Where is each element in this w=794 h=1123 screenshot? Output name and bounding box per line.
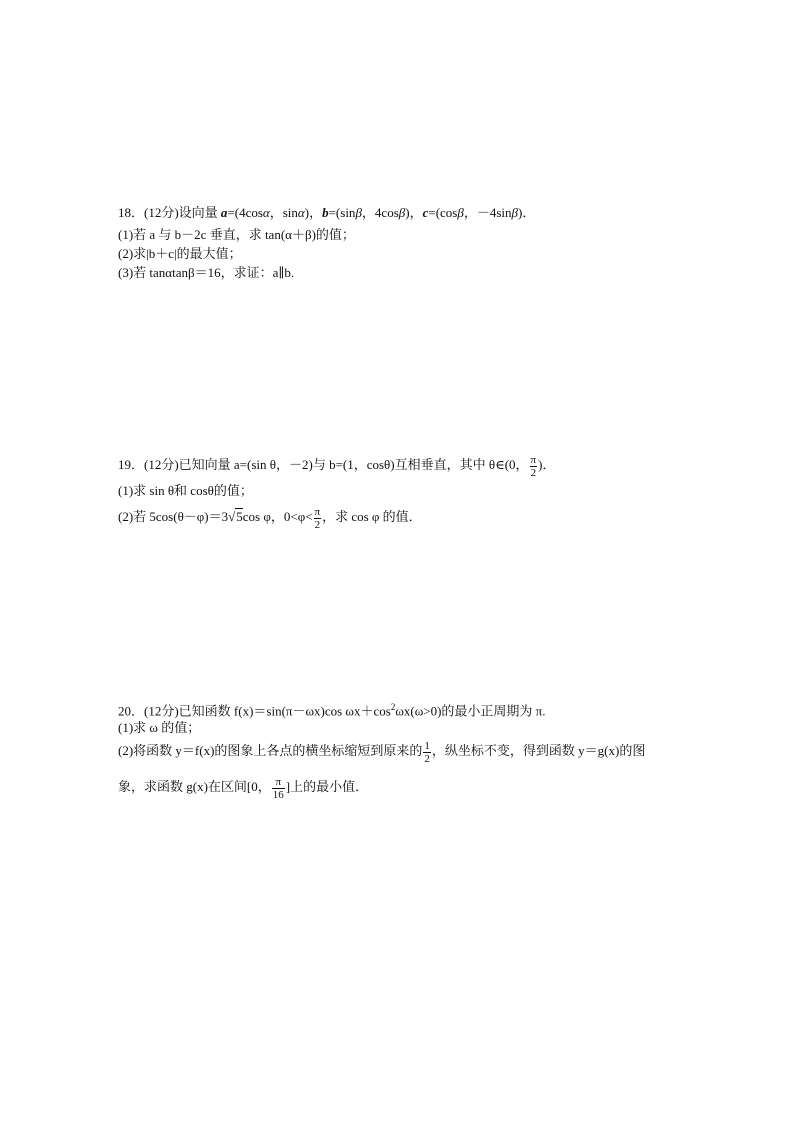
problem-18-part-2: (2)求|b＋c|的最大值； — [118, 246, 242, 261]
problem-20-part-2-line-1 — [118, 738, 645, 765]
text-run: )， — [304, 205, 323, 220]
text-run: =(cos — [428, 205, 458, 220]
fraction-denominator: 2 — [530, 466, 537, 479]
problem-18-part-3: (3)若 tanαtanβ＝16，求证：a∥b. — [118, 265, 295, 280]
fraction-pi-over-2 — [530, 454, 538, 479]
problem-19-part-1: (1)求 sin θ和 cosθ的值； — [118, 483, 253, 498]
text-run: 19．(12分)已知向量 a=(sin θ，－2)与 b=(1，cosθ)互相垂直，其中 θ∈(0， — [118, 457, 529, 472]
symbol-beta: β — [457, 205, 464, 220]
text-run: 18．(12分)设向量 — [118, 205, 221, 220]
fraction-pi-over-2 — [314, 506, 322, 531]
sqrt-radicand: 5 — [236, 509, 243, 524]
problem-18-part-1: (1)若 a 与 b－2c 垂直，求 tan(α＋β)的值； — [118, 227, 355, 242]
text-run: =(sin — [328, 205, 356, 220]
text-run: ，sin — [269, 205, 298, 220]
superscript: 2 — [390, 702, 396, 712]
text-run: ωx(ω>0)的最小正周期为 π. — [395, 703, 546, 719]
symbol-beta: β — [355, 205, 362, 220]
problem-19-stem — [118, 452, 555, 479]
fraction-numerator: π — [272, 776, 285, 789]
problem-18-stem — [118, 204, 535, 222]
problem-19-part-2 — [118, 504, 422, 531]
text-run: ，4cos — [361, 205, 399, 220]
text-run: ，求 cos φ 的值． — [322, 509, 422, 524]
vector-c: c — [422, 205, 429, 220]
text-run: 20．(12分)已知函数 f(x)＝sin(π－ωx)cos ωx＋cos — [118, 703, 391, 719]
vector-b: b — [322, 205, 329, 220]
text-run: (2)若 5cos(θ－φ)＝3 — [118, 509, 229, 524]
text-run: )． — [538, 457, 556, 472]
problem-20-part-1: (1)求 ω 的值； — [118, 720, 201, 735]
text-run: )． — [518, 205, 536, 220]
text-run: cos φ，0<φ< — [242, 509, 313, 524]
problem-20-part-2-line-2 — [118, 774, 368, 801]
fraction-numerator: 1 — [424, 739, 430, 752]
text-run: ，纵坐标不变，得到函数 y＝g(x)的图 — [431, 743, 646, 758]
symbol-beta: β — [398, 205, 406, 220]
fraction-numerator: π — [314, 505, 321, 518]
fraction-pi-over-16 — [272, 776, 285, 801]
symbol-alpha: α — [262, 205, 270, 220]
vector-a: a — [220, 205, 228, 220]
text-run: =(4cos — [227, 205, 263, 220]
sqrt-sign: √ — [228, 509, 236, 524]
text-run: )， — [405, 205, 423, 220]
fraction-denominator: 2 — [424, 752, 430, 765]
symbol-alpha: α — [297, 205, 305, 220]
text-run: 象，求函数 g(x)在区间[0， — [118, 779, 271, 794]
text-run: ，－4sin — [463, 205, 512, 220]
problem-20-stem — [118, 698, 545, 720]
fraction-denominator: 2 — [314, 518, 321, 531]
fraction-numerator: π — [530, 453, 537, 466]
text-run: ]上的最小值． — [285, 779, 369, 794]
text-run: (2)将函数 y＝f(x)的图象上各点的横坐标缩短到原来的 — [118, 743, 423, 758]
symbol-beta: β — [511, 205, 519, 220]
fraction-one-half — [423, 740, 431, 765]
fraction-denominator: 16 — [272, 788, 284, 801]
